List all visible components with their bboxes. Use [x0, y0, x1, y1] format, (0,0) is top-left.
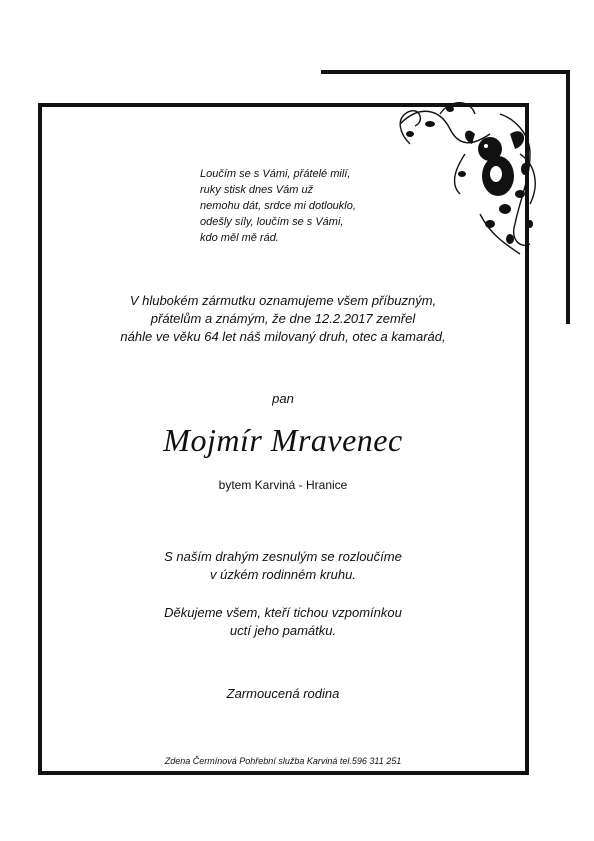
thanks-notice	[40, 604, 526, 640]
poem-line: kdo měl mě rád.	[200, 232, 279, 244]
announcement-line: náhle ve věku 64 let náš milovaný druh, otec a kamarád,	[120, 329, 446, 344]
thanks-line: Děkujeme všem, kteří tichou vzpomínkou	[164, 605, 402, 620]
announcement-line: V hlubokém zármutku oznamujeme všem příbuzným,	[129, 293, 437, 308]
death-announcement	[60, 292, 506, 346]
residence: bytem Karviná - Hranice	[218, 478, 348, 492]
poem-line: odešly síly, loučím se s Vámi,	[200, 216, 344, 228]
funeral-service-footer: Zdena Čermínová Pohřební služba Karviná tel.596 311 251	[164, 756, 402, 766]
poem-line: ruky stisk dnes Vám už	[200, 184, 314, 196]
thanks-line: uctí jeho památku.	[229, 623, 337, 638]
farewell-line: v úzkém rodinném kruhu.	[210, 567, 356, 582]
deceased-name: Mojmír Mravenec	[163, 422, 403, 458]
poem-line: nemohu dát, srdce mi dotlouklo,	[200, 200, 356, 212]
farewell-line: S naším drahým zesnulým se rozloučíme	[164, 549, 402, 564]
salutation: pan	[272, 391, 294, 406]
family-signature: Zarmoucená rodina	[226, 686, 340, 701]
poem-line: Loučím se s Vámi, přátelé milí,	[200, 168, 351, 180]
farewell-poem	[200, 166, 400, 246]
angel-vine-ornament-icon	[380, 94, 550, 264]
farewell-notice	[40, 548, 526, 584]
mourning-border-right-accent	[566, 70, 570, 324]
announcement-line: přátelům a známým, že dne 12.2.2017 zemřel	[150, 311, 416, 326]
mourning-border-top-accent	[321, 70, 570, 74]
